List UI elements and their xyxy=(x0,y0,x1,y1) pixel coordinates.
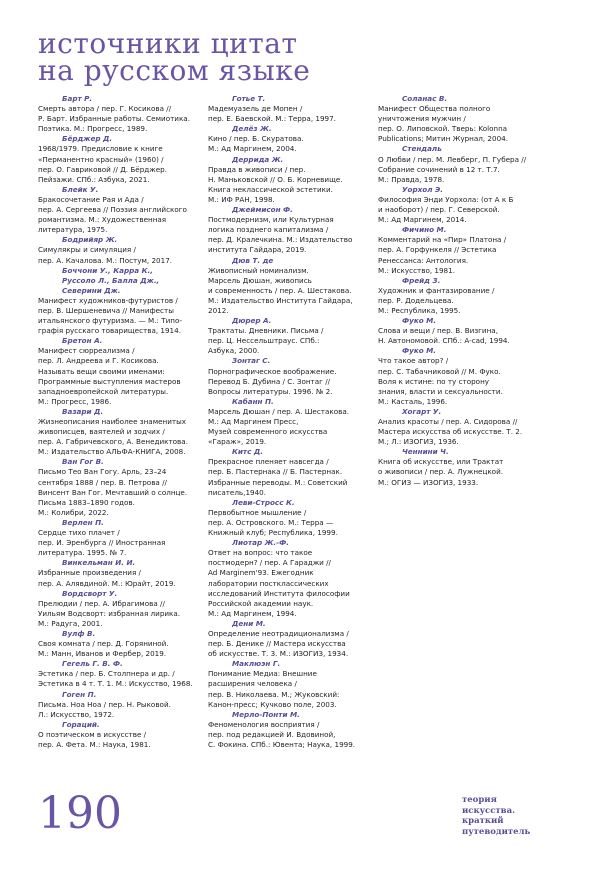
reference-text-line: Пейзажи. СПб.: Азбука, 2021. xyxy=(38,174,150,184)
reference-text-line: логика позднего капитализма / xyxy=(208,225,329,235)
reference-text-line: Вопросы литературы. 1996. № 2. xyxy=(208,386,333,396)
reference-text-line: М.: Издательство Института Гайдара, xyxy=(208,295,353,305)
reference-text-line: Л.: Искусство, 1972. xyxy=(38,709,115,719)
references-column-2 xyxy=(208,94,368,750)
reference-text-line: Называть вещи своими именами: xyxy=(38,366,165,376)
reference-author: Гоген П. xyxy=(62,689,97,699)
reference-text-line: Первобытное мышление / xyxy=(208,507,307,517)
reference-entry xyxy=(208,659,368,709)
reference-text-line: Избранные произведения / xyxy=(38,568,141,578)
reference-author: Леви-Стросс К. xyxy=(232,497,295,507)
reference-entry xyxy=(208,124,368,154)
reference-text-line: Манифест Общества полного xyxy=(378,104,491,114)
reference-text-line: об искусстве. Т. 3. М.: ИЗОГИЗ, 1934. xyxy=(208,649,349,659)
reference-text-line: Манифест художников-футуристов / xyxy=(38,295,178,305)
reference-entry xyxy=(38,407,198,457)
reference-author: Хогарт У. xyxy=(402,406,442,416)
reference-author: Мерло-Понти М. xyxy=(232,709,300,719)
reference-author: Верлен П. xyxy=(62,517,104,527)
reference-text-line: пер. С. Табачниковой // М. Фуко. xyxy=(378,366,501,376)
reference-entry xyxy=(38,457,198,518)
title-line-1: источники цитат xyxy=(38,27,298,60)
reference-entry xyxy=(38,235,198,265)
reference-text-line: литература. 1995. № 7. xyxy=(38,548,127,558)
reference-entry xyxy=(38,690,198,720)
reference-author: Вулф В. xyxy=(62,628,96,638)
reference-text-line: Н. Автономовой. СПб.: A-cad, 1994. xyxy=(378,336,510,346)
reference-text-line: 2012. xyxy=(208,305,229,315)
reference-author: Дюв Т. де xyxy=(232,255,274,265)
reference-text-line: пер. В. Николаева. М.; Жуковский: xyxy=(208,689,340,699)
reference-text-line: М.: Правда, 1978. xyxy=(378,174,445,184)
reference-text-line: Комментарий на «Пир» Платона / xyxy=(378,235,507,245)
reference-text-line: Живописный номинализм. xyxy=(208,265,309,275)
reference-entry xyxy=(208,447,368,497)
running-title-line: краткий xyxy=(462,816,504,826)
reference-text-line: пер. А. Габричевского, А. Венедиктова. xyxy=(38,437,188,447)
reference-text-line: Канон-пресс; Кучково поле, 2003. xyxy=(208,699,337,709)
reference-author: Гегель Г. В. Ф. xyxy=(62,659,123,669)
reference-author: Гораций. xyxy=(62,719,100,729)
reference-text-line: М.: Колибри, 2022. xyxy=(38,507,109,517)
reference-text-line: Ответ на вопрос: что такое xyxy=(208,548,313,558)
reference-text-line: Сердце тихо плачет / xyxy=(38,528,120,538)
reference-text-line: Марсель Дюшан / пер. А. Шестакова. xyxy=(208,406,350,416)
reference-author: Блейк У. xyxy=(62,184,99,194)
reference-text-line: пер. А. Фета. М.: Наука, 1981. xyxy=(38,740,151,749)
reference-entry xyxy=(38,659,198,689)
reference-text-line: С. Фокина. СПб.: Ювента; Наука, 1999. xyxy=(208,740,356,749)
title-line-2: на русском языке xyxy=(38,54,311,87)
reference-author: Дени М. xyxy=(232,618,266,628)
reference-text-line: Художник и фантазирование / xyxy=(378,285,495,295)
reference-text-line: Письма. Ноа Ноа / пер. Н. Рыковой. xyxy=(38,699,171,709)
reference-text-line: итальянского футуризма. — М.: Типо- xyxy=(38,316,182,326)
reference-text-line: Письмо Тео Ван Гогу. Арль, 23–24 xyxy=(38,467,167,477)
reference-entry xyxy=(378,346,538,407)
reference-text-line: уничтожения мужчин / xyxy=(378,114,466,124)
reference-text-line: лаборатории постклассических xyxy=(208,578,329,588)
reference-text-line: Избранные переводы. М.: Советский xyxy=(208,477,348,487)
reference-entry xyxy=(38,276,198,286)
reference-text-line: Анализ красоты / пер. А. Сидорова // xyxy=(378,417,518,426)
reference-text-line: Российской академии наук. xyxy=(208,598,314,608)
reference-text-line: пер. В. Шершеневича // Манифесты xyxy=(38,305,174,315)
reference-text-line: постмодерн? / пер. А Гараджи // xyxy=(208,558,331,568)
reference-text-line: пер. под редакцией И. Вдовиной, xyxy=(208,729,336,739)
reference-author: Китс Д. xyxy=(232,447,263,457)
reference-entry xyxy=(208,256,368,317)
reference-text-line: О Любви / пер. М. Левберг, П. Губера // xyxy=(378,154,527,164)
reference-text-line: института Гайдара, 2019. xyxy=(208,245,307,255)
reference-text-line: сентября 1888 / пер. В. Петрова // xyxy=(38,477,167,487)
reference-entry xyxy=(208,397,368,447)
reference-author: Готье Т. xyxy=(232,94,266,103)
reference-text-line: западноевропейской литературы. xyxy=(38,386,169,396)
reference-text-line: Ренессанса: Антология. xyxy=(378,255,469,265)
reference-author: Маклюэн Г. xyxy=(232,659,281,669)
reference-entry xyxy=(38,266,198,276)
reference-entry xyxy=(208,316,368,356)
reference-text-line: Н. Маньковской // О. Б. Корневище. xyxy=(208,174,343,184)
reference-text-line: Правда в живописи / пер. xyxy=(208,164,306,174)
reference-author: Кабанн П. xyxy=(232,396,274,406)
reference-entry xyxy=(38,134,198,184)
reference-entry xyxy=(38,720,198,750)
reference-text-line: М.: Касталь, 1996. xyxy=(378,396,448,406)
reference-entry xyxy=(208,619,368,659)
reference-text-line: Книжный клуб; Республика, 1999. xyxy=(208,528,338,538)
reference-text-line: М.: Радуга, 2001. xyxy=(38,618,103,628)
reference-author: Зонтаг С. xyxy=(232,356,271,366)
reference-text-line: Понимание Медиа: Внешние xyxy=(208,669,317,679)
reference-text-line: пер. А. Сергеева // Поэзия английского xyxy=(38,205,187,215)
reference-text-line: Мастера искусства об искусстве. Т. 2. xyxy=(378,427,523,437)
reference-text-line: О поэтическом в искусстве / xyxy=(38,729,147,739)
reference-text-line: Воля к истине: по ту сторону xyxy=(378,376,490,386)
reference-entry xyxy=(378,447,538,487)
reference-text-line: расширения человека / xyxy=(208,679,297,689)
reference-author: Уорхол Э. xyxy=(402,184,443,194)
reference-text-line: М.: Искусство, 1981. xyxy=(378,265,455,275)
reference-entry xyxy=(38,185,198,235)
reference-author: Соланас В. xyxy=(402,94,448,103)
reference-text-line: Книга неклассической эстетики. xyxy=(208,184,333,194)
reference-entry xyxy=(38,629,198,659)
reference-text-line: Симулякры и симуляция / xyxy=(38,245,136,255)
reference-author: Винкельман И. И. xyxy=(62,558,136,568)
reference-text-line: Винсент Ван Гог. Мечтавший о солнце. xyxy=(38,487,188,497)
reference-text-line: живописцев, ваятелей и зодчих / xyxy=(38,427,165,437)
reference-author: Ван Гог В. xyxy=(62,457,104,467)
reference-text-line: Музей современного искусства xyxy=(208,427,328,437)
reference-text-line: исследований Института философии xyxy=(208,588,350,598)
reference-author: Дюрер А. xyxy=(232,316,272,326)
reference-entry xyxy=(208,155,368,205)
reference-text-line: М.: Ад Маргинем Пресс, xyxy=(208,417,299,426)
reference-author: Руссоло Л., Балла Дж., xyxy=(62,275,160,285)
reference-text-line: пер. И. Эренбурга // Иностранная xyxy=(38,538,166,548)
page-title xyxy=(38,27,311,87)
reference-text-line: пер. А. Алявдиной. М.: Юрайт, 2019. xyxy=(38,578,176,588)
reference-author: Барт Р. xyxy=(62,94,93,103)
reference-text-line: Марсель Дюшан, живопись xyxy=(208,275,312,285)
reference-entry xyxy=(38,336,198,407)
reference-text-line: М.: Республика, 1995. xyxy=(378,305,461,315)
reference-text-line: пер. Б. Денике // Мастера искусства xyxy=(208,639,346,649)
reference-text-line: М.: Манн, Иванов и Фербер, 2019. xyxy=(38,649,167,659)
reference-text-line: пер. А. Качалова. М.: Постум, 2017. xyxy=(38,255,173,265)
reference-text-line: «Перманентно красный» (1960) / xyxy=(38,154,164,164)
reference-entry xyxy=(378,94,538,144)
reference-text-line: пер. Е. Баевской. М.: Терра, 1997. xyxy=(208,114,336,124)
reference-text-line: Слова и вещи / пер. В. Визгина, xyxy=(378,326,498,336)
reference-text-line: Своя комната / пер. Д. Горяниной. xyxy=(38,639,169,649)
reference-text-line: М.: Ад Маргинем, 2004. xyxy=(208,144,297,154)
running-title-line: путеводитель xyxy=(462,826,531,837)
references-column-1 xyxy=(38,94,198,750)
references-column-3 xyxy=(378,94,538,488)
reference-text-line: пер. О. Липовской. Тверь: Kolonna xyxy=(378,124,508,134)
reference-text-line: Порнографическое воображение. xyxy=(208,366,337,376)
reference-text-line: Прекрасное пленяет навсегда / xyxy=(208,457,329,467)
reference-author: Фуко М. xyxy=(402,316,437,326)
reference-entry xyxy=(38,589,198,629)
reference-entry xyxy=(378,185,538,225)
reference-entry xyxy=(208,498,368,538)
reference-text-line: М.; Л.: ИЗОГИЗ, 1936. xyxy=(378,437,459,447)
reference-entry xyxy=(208,94,368,124)
reference-author: Деррида Ж. xyxy=(232,154,284,164)
page-number: 190 xyxy=(38,788,122,839)
reference-text-line: Что такое автор? / xyxy=(378,356,449,366)
reference-text-line: знания, власти и сексуальности. xyxy=(378,386,503,396)
reference-text-line: Смерть автора / пер. Г. Косикова // xyxy=(38,104,172,114)
reference-text-line: Азбука, 2000. xyxy=(208,346,260,356)
running-title-line: теория xyxy=(462,795,497,805)
reference-text-line: и современность / пер. А. Шестакова. xyxy=(208,285,352,295)
reference-author: Северини Дж. xyxy=(62,285,121,295)
reference-text-line: М.: Издательство АЛЬФА-КНИГА, 2008. xyxy=(38,447,186,457)
reference-text-line: 1968/1979. Предисловие к книге xyxy=(38,144,163,154)
reference-text-line: М.: ОГИЗ — ИЗОГИЗ, 1933. xyxy=(378,477,479,487)
reference-text-line: Ad Marginem'93. Ежегодник xyxy=(208,568,314,578)
reference-entry xyxy=(378,276,538,316)
reference-author: Лиотар Ж.-Ф. xyxy=(232,538,289,548)
reference-text-line: Определение неотрадиционализма / xyxy=(208,628,349,638)
reference-entry xyxy=(378,144,538,184)
reference-text-line: пер. Л. Андреева и Г. Косикова. xyxy=(38,356,159,366)
reference-entry xyxy=(208,205,368,255)
reference-author: Бёрджер Д. xyxy=(62,134,113,144)
reference-text-line: Перевод Б. Дубина / С. Зонтаг // xyxy=(208,376,331,386)
reference-text-line: Бракосочетание Рая и Ада / xyxy=(38,194,144,204)
reference-text-line: М.: Ад Маргинем, 2014. xyxy=(378,215,467,225)
reference-text-line: Трактаты. Дневники. Письма / xyxy=(208,326,324,336)
reference-text-line: М.: Ад Маргинем, 1994. xyxy=(208,608,297,618)
reference-text-line: Жизнеописания наиболее знаменитых xyxy=(38,417,187,426)
reference-text-line: М.: Прогресс, 1986. xyxy=(38,396,112,406)
reference-entry xyxy=(208,538,368,619)
reference-text-line: пер. Р. Додельцева. xyxy=(378,295,454,305)
reference-text-line: Книга об искусстве, или Трактат xyxy=(378,457,504,467)
reference-text-line: Publications; Митин Журнал, 2004. xyxy=(378,134,509,144)
reference-text-line: литература, 1975. xyxy=(38,225,108,235)
reference-text-line: графія русскаго товарищества, 1914. xyxy=(38,326,181,336)
reference-text-line: Уильям Водсворт: избранная лирика. xyxy=(38,608,181,618)
reference-text-line: пер. Ц. Нессельштраус. СПб.: xyxy=(208,336,320,346)
reference-text-line: Эстетика / пер. Б. Столпнера и др. / xyxy=(38,669,175,679)
running-title xyxy=(462,795,530,837)
reference-text-line: пер. А. Горфункеля // Эстетика xyxy=(378,245,497,255)
reference-entry xyxy=(38,286,198,336)
reference-entry xyxy=(378,225,538,275)
reference-entry xyxy=(378,316,538,346)
reference-text-line: пер. О. Гавриковой // Д. Бёрджер. xyxy=(38,164,168,174)
reference-text-line: пер. Д. Кралечкина. М.: Издательство xyxy=(208,235,353,245)
reference-text-line: романтизма. М.: Художественная xyxy=(38,215,167,225)
reference-author: Вордсворт У. xyxy=(62,588,118,598)
reference-entry xyxy=(38,558,198,588)
reference-author: Бодрийяр Ж. xyxy=(62,235,118,245)
reference-author: Ченнини Ч. xyxy=(402,447,449,457)
reference-author: Стендаль xyxy=(402,144,442,154)
reference-text-line: Прелюдии / пер. А. Ибрагимова // xyxy=(38,598,165,608)
reference-author: Фуко М. xyxy=(402,346,437,356)
reference-entry xyxy=(38,518,198,558)
reference-text-line: пер. Б. Пастернака // Б. Пастернак. xyxy=(208,467,343,477)
reference-text-line: Р. Барт. Избранные работы. Семиотика. xyxy=(38,114,190,124)
reference-author: Бретон А. xyxy=(62,336,103,346)
reference-text-line: Письма 1883–1890 годов. xyxy=(38,497,135,507)
reference-text-line: писатель,1940. xyxy=(208,487,267,497)
reference-author: Делёз Ж. xyxy=(232,124,272,134)
reference-text-line: М.: ИФ РАН, 1998. xyxy=(208,194,275,204)
reference-entry xyxy=(208,356,368,396)
reference-author: Фичино М. xyxy=(402,225,447,235)
running-title-line: искусства. xyxy=(462,805,516,816)
reference-author: Джеймисон Ф. xyxy=(232,205,293,215)
reference-text-line: Собрание сочинений в 12 т. Т.7. xyxy=(378,164,500,174)
reference-text-line: о живописи / пер. А. Лужнецкой. xyxy=(378,467,504,477)
reference-text-line: Кино / пер. Б. Скуратова. xyxy=(208,134,304,144)
reference-text-line: Поэтика. М.: Прогресс, 1989. xyxy=(38,124,148,134)
reference-text-line: Феноменология восприятия / xyxy=(208,719,320,729)
reference-author: Боччони У., Карра К., xyxy=(62,265,153,275)
reference-author: Вазари Д. xyxy=(62,406,104,416)
reference-text-line: пер. А. Островского. М.: Терра — xyxy=(208,517,334,527)
reference-author: Фрейд З. xyxy=(402,275,441,285)
reference-text-line: и наоборот) / пер. Г. Северской. xyxy=(378,205,500,215)
reference-text-line: Эстетика в 4 т. Т. 1. М.: Искусство, 1968. xyxy=(38,679,193,689)
reference-entry xyxy=(378,407,538,447)
reference-text-line: «Гараж», 2019. xyxy=(208,437,267,447)
reference-text-line: Философия Энди Уорхола: (от А к Б xyxy=(378,194,514,204)
reference-text-line: Манифест сюрреализма / xyxy=(38,346,135,356)
reference-entry xyxy=(208,710,368,750)
reference-text-line: Постмодернизм, или Культурная xyxy=(208,215,334,225)
reference-text-line: Мадемуазель де Мопен / xyxy=(208,104,303,114)
reference-entry xyxy=(38,94,198,134)
reference-text-line: Программные выступления мастеров xyxy=(38,376,181,386)
